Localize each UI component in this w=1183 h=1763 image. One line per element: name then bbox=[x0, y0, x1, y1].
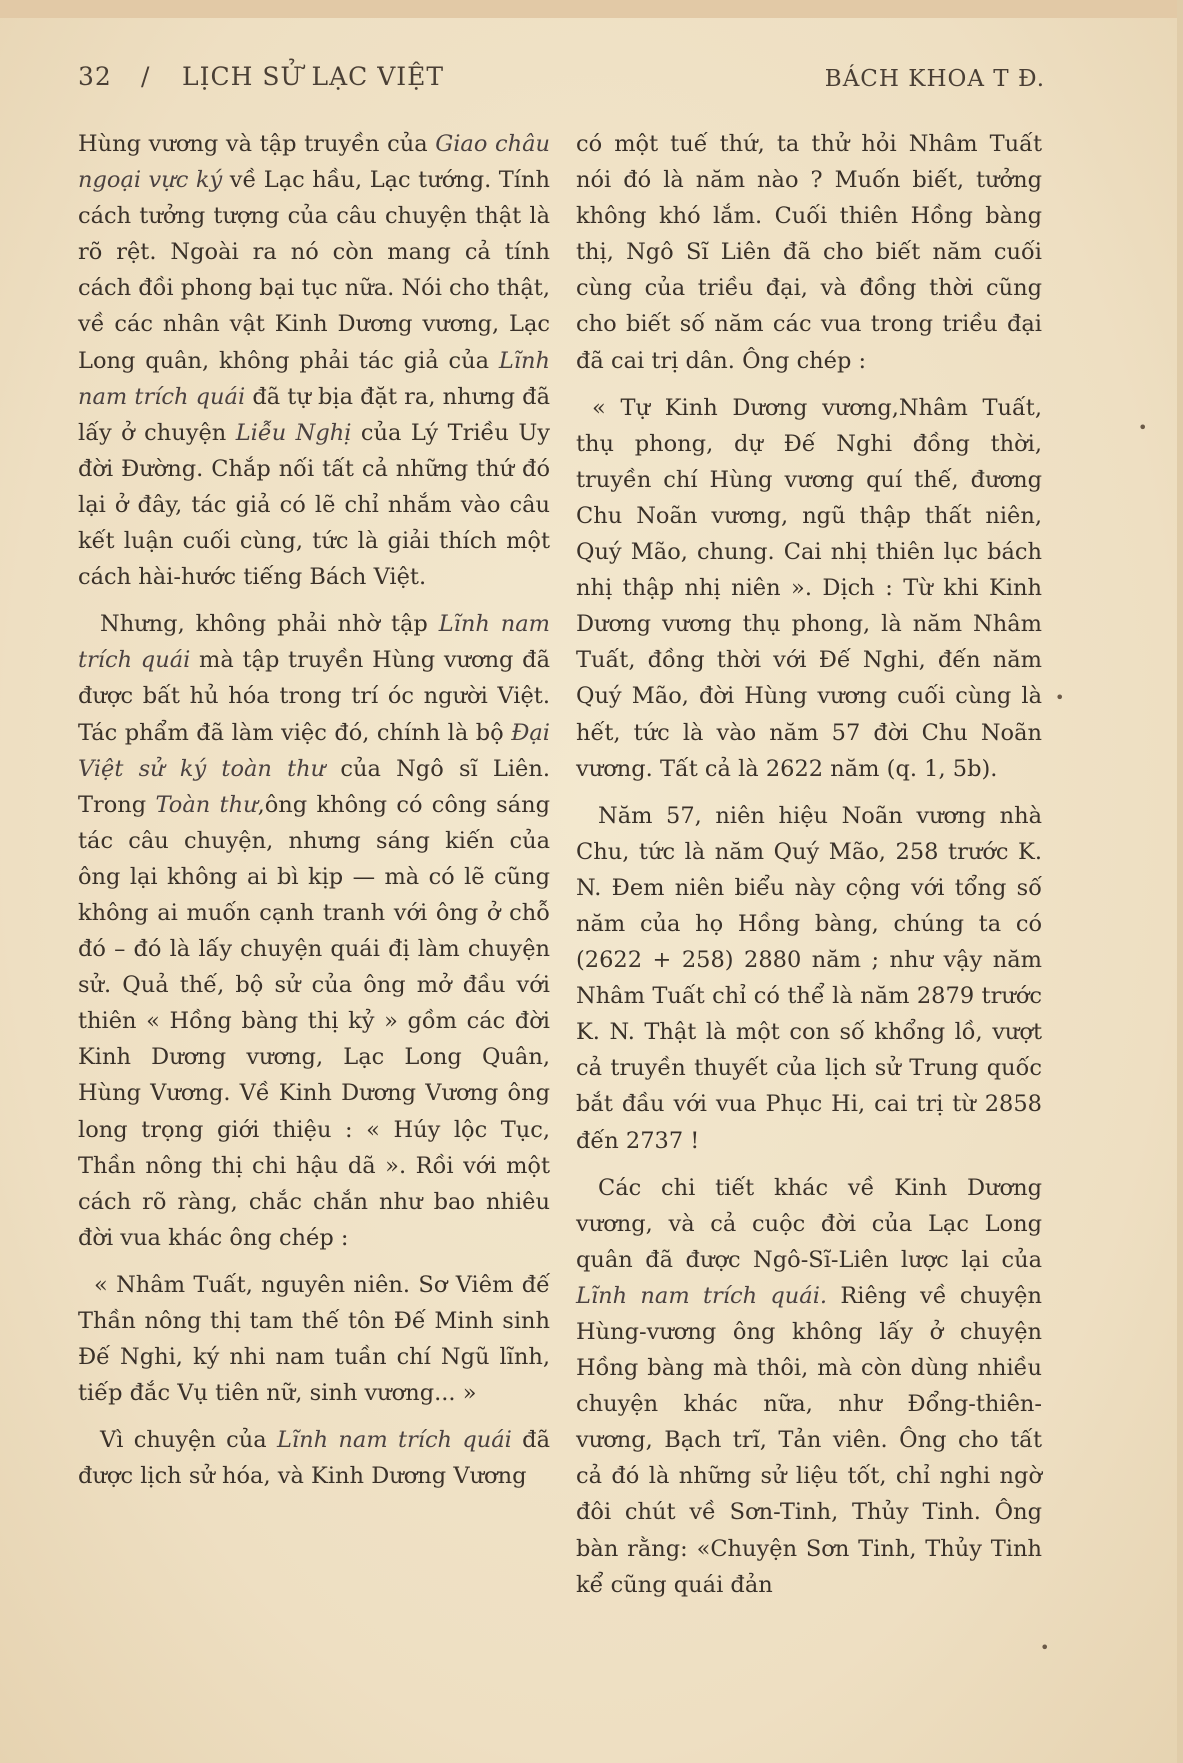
right-paragraph-3: Năm 57, niên hiệu Noãn vương nhà Chu, tức là năm Quý Mão, 258 trước K. N. Đem niên biểu này cộng với tổng số năm của họ Hồng bàng, chúng ta có (2622 + 258) 2880 năm ; như vậy năm Nhâm Tuất chỉ có thể là năm 2879 trước K. N. Thật là một con số khổng lồ, vượt cả truyền thuyết của lịch sử Trung quốc bắt đầu với vua Phục Hi, cai trị từ 2858 đến 2737 ! bbox=[576, 802, 1042, 1154]
print-fleck: • bbox=[1055, 688, 1065, 707]
work-title: Giao châu ngoại vực ký bbox=[78, 131, 551, 194]
left-paragraph-2: Nhưng, không phải nhờ tập Lĩnh nam trích quái mà tập truyền Hùng vương đã được bất hủ hóa trong trí óc người Việt. Tác phẩm đã làm việc đó, chính là bộ Đại Việt sử ký toàn thư của Ngô sĩ Liên. Trong Toàn thư,ông không có công sáng tác câu chuyện, nhưng sáng kiến của ông lại không ai bì kịp — mà có lẽ cũng không ai muốn cạnh tranh với ông ở chỗ đó – đó là lấy chuyện quái đị làm chuyện sử. Quả thế, bộ sử của ông mở đầu với thiên « Hồng bàng thị kỷ » gồm các đời Kinh Dương vương, Lạc Long Quân, Hùng Vương. Về Kinh Dương Vương ông long trọng giới thiệu : « Húy lộc Tục, Thần nông thị chi hậu dã ». Rồi với một cách rõ ràng, chắc chắn như bao nhiêu đời vua khác ông chép : bbox=[78, 611, 551, 1251]
left-paragraph-3: Vì chuyện của Lĩnh nam trích quái đã được lịch sử hóa, và Kinh Dương Vương bbox=[78, 1427, 550, 1490]
left-column bbox=[78, 126, 550, 1494]
right-paragraph-4: Các chi tiết khác về Kinh Dương vương, và cả cuộc đời của Lạc Long quân đã được Ngô-Sĩ-Liên lược lại của Lĩnh nam trích quái. Riêng về chuyện Hùng-vương ông không lấy ở chuyện Hồng bàng mà thôi, mà còn dùng nhiều chuyện khác nữa, như Đổng-thiên-vương, Bạch trĩ, Tản viên. Ông cho tất cả đó là những sử liệu tốt, chỉ nghi ngờ đôi chút về Sơn-Tinh, Thủy Tinh. Ông bàn rằng: «Chuyện Sơn Tinh, Thủy Tinh kể cũng quái đản bbox=[576, 1174, 1042, 1598]
page-right-edge bbox=[1177, 0, 1183, 1763]
work-title: Liễu Nghị bbox=[235, 419, 352, 446]
right-quotation-paragraph: « Tự Kinh Dương vương,Nhâm Tuất, thụ phong, dự Đế Nghi đồng thời, truyền chí Hùng vương quí thế, đương Chu Noãn vương, ngũ thập thất niên, Quý Mão, chung. Cai nhị thiên lục bách nhị thập nhị niên ». Dịch : Từ khi Kinh Dương vương thụ phong, là năm Nhâm Tuất, đồng thời với Đế Nghi, đến năm Quý Mão, đời Hùng vương cuối cùng là hết, tức là vào năm 57 đời Chu Noãn vương. Tất cả là 2622 năm (q. 1, 5b). bbox=[576, 394, 1042, 782]
page-top-edge bbox=[0, 0, 1183, 18]
running-header bbox=[78, 62, 1045, 102]
header-separator: / bbox=[141, 62, 151, 91]
left-paragraph-1: Hùng vương và tập truyền của Giao châu ngoại vực ký về Lạc hầu, Lạc tướng. Tính cách tưởng tượng của câu chuyện thật là rõ rệt. Ngoài ra nó còn mang cả tính cách đồi phong bại tục nữa. Nói cho thật, về các nhân vật Kinh Dương vương, Lạc Long quân, không phải tác giả của Lĩnh nam trích quái đã tự bịa đặt ra, nhưng đã lấy ở chuyện Liễu Nghị của Lý Triều Uy đời Đường. Chắp nối tất cả những thứ đó lại ở đây, tác giả có lẽ chỉ nhắm vào câu kết luận cuối cùng, tức là giải thích một cách hài-hước tiếng Bách Việt. bbox=[78, 131, 551, 591]
page-number: 32 bbox=[78, 62, 112, 91]
work-title: Lĩnh nam trích quái bbox=[276, 1427, 512, 1454]
right-paragraph-1: có một tuế thứ, ta thử hỏi Nhâm Tuất nói đó là năm nào ? Muốn biết, tưởng không khó lắm. Cuối thiên Hồng bàng thị, Ngô Sĩ Liên đã cho biết năm cuối cùng của triều đại, và đồng thời cũng cho biết số năm các vua trong triều đại đã cai trị dân. Ông chép : bbox=[576, 131, 1042, 374]
print-fleck: • bbox=[1040, 1638, 1050, 1657]
journal-title: BÁCH KHOA T Đ. bbox=[824, 66, 1045, 92]
work-title: Lĩnh nam trích quái bbox=[78, 611, 551, 674]
work-title: Lĩnh nam trích quái. bbox=[576, 1282, 828, 1309]
print-fleck: • bbox=[1138, 418, 1148, 437]
work-title: Đại Việt sử ký toàn thư bbox=[78, 719, 550, 782]
book-title: LỊCH SỬ LẠC VIỆT bbox=[182, 62, 445, 91]
left-quotation: « Nhâm Tuất, nguyên niên. Sơ Viêm đế Thần nông thị tam thế tôn Đế Minh sinh Đế Nghi, ký nhi nam tuần chí Ngũ lĩnh, tiếp đắc Vụ tiên nữ, sinh vương... » bbox=[78, 1271, 550, 1407]
work-title: Lĩnh nam trích quái bbox=[78, 347, 550, 410]
work-title: Toàn thư bbox=[155, 791, 258, 818]
right-column bbox=[576, 126, 1042, 1603]
